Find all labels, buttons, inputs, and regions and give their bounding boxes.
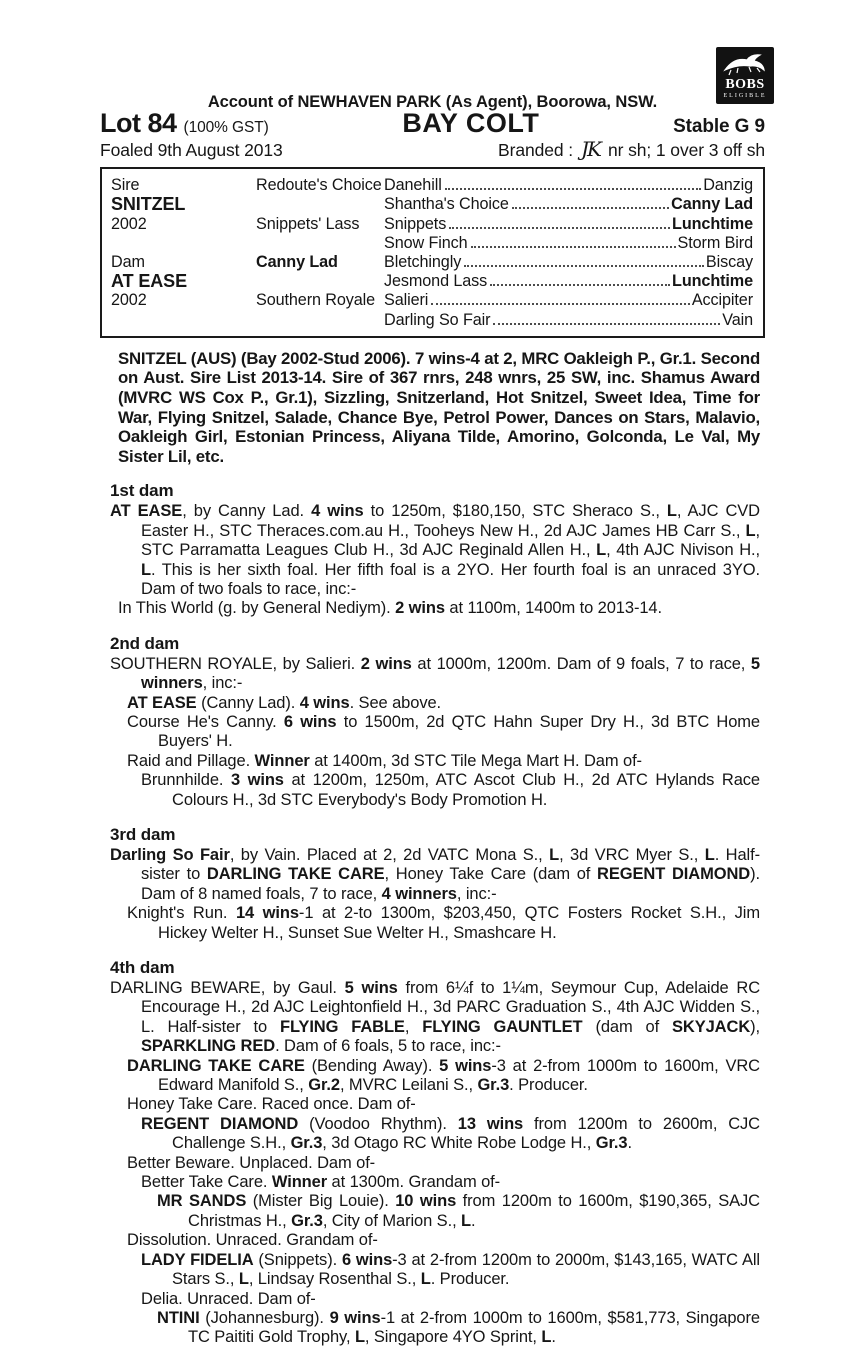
pedigree-entry	[110, 1154, 760, 1173]
emphasis-text: FLYING FABLE	[279, 1017, 405, 1036]
entry-text: . Half-sister to	[141, 845, 761, 884]
emphasis-text: Gr.2	[308, 1076, 340, 1095]
entry-text: Course He's Canny.	[127, 712, 284, 731]
great-grandparent-name: Storm Bird	[677, 233, 753, 252]
dam-section-heading: 3rd dam	[110, 824, 176, 844]
entry-text: Knight's Run.	[127, 904, 236, 923]
entry-text: at 1100m, 1400m to 2013-14.	[444, 599, 662, 618]
sire-role-label: Sire	[111, 176, 140, 195]
entry-text: (Voodoo Rhythm).	[298, 1114, 458, 1133]
sire-year: 2002	[111, 214, 147, 233]
entry-text: Honey Take Care. Raced once. Dam of-	[127, 1095, 416, 1114]
emphasis-text: 4 wins	[311, 502, 364, 521]
emphasis-text: 6 wins	[283, 712, 337, 731]
emphasis-text: L	[549, 845, 560, 864]
entry-text: at 1000m, 1200m. Dam of 9 foals, 7 to race,	[411, 654, 751, 673]
grandparent-name: Bletchingly	[384, 252, 462, 271]
dam-role-label: Dam	[111, 252, 145, 271]
grandparent-name: Shantha's Choice	[384, 195, 509, 214]
emphasis-text: L	[420, 1270, 431, 1289]
emphasis-text: L	[745, 521, 756, 540]
emphasis-text: LADY FIDELIA	[141, 1250, 254, 1269]
grandparent-row	[384, 195, 753, 214]
dam-section-2	[110, 634, 760, 810]
great-grandparent-name: Lunchtime	[672, 214, 753, 233]
emphasis-text: L	[354, 1328, 365, 1347]
entry-text: , inc:-	[202, 674, 243, 693]
pedigree-entry	[110, 771, 760, 810]
stable-number: Stable G 9	[673, 116, 765, 138]
leader-dots	[512, 207, 669, 209]
grandparent-row	[384, 176, 753, 195]
great-grandparent-name: Danzig	[703, 176, 753, 195]
emphasis-text: L	[238, 1270, 249, 1289]
pedigree-entry	[110, 752, 760, 771]
grandparent-name: Darling So Fair	[384, 310, 491, 329]
entry-text: Brunnhilde.	[141, 771, 231, 790]
great-grandparent-name: Vain	[722, 310, 753, 329]
entry-text: Dissolution. Unraced. Grandam of-	[127, 1231, 378, 1250]
dam-section-3	[110, 825, 760, 943]
grandparent-row	[384, 272, 753, 291]
entry-text: , Honey Take Care (dam of	[384, 865, 598, 884]
dam-dam: Southern Royale	[256, 291, 376, 310]
lot-number: Lot 84	[100, 108, 177, 139]
emphasis-text: L	[666, 502, 677, 521]
leader-dots	[464, 265, 704, 267]
entry-text: . Producer.	[509, 1076, 588, 1095]
leader-dots	[471, 246, 676, 248]
emphasis-text: 2 wins	[360, 654, 412, 673]
emphasis-text: L	[541, 1328, 552, 1347]
grandparent-name: Jesmond Lass	[384, 272, 488, 291]
emphasis-text: DARLING TAKE CARE	[206, 865, 385, 884]
entry-text: Better Take Care.	[141, 1173, 272, 1192]
pedigree-entry	[110, 846, 760, 904]
leader-dots	[449, 227, 670, 229]
entry-text: Delia. Unraced. Dam of-	[141, 1289, 316, 1308]
sire-dam: Snippets' Lass	[256, 214, 360, 233]
entry-text: (Bending Away).	[304, 1056, 440, 1075]
sire-sire: Redoute's Choice	[256, 176, 382, 195]
pedigree-entry	[110, 1290, 760, 1309]
gst-note: (100% GST)	[183, 119, 269, 137]
entry-text: from 1200m to 1600m, $190,365, SAJC Christmas H.,	[188, 1192, 760, 1230]
entry-text: .	[627, 1134, 632, 1153]
dam-section-entries	[110, 655, 760, 810]
grandparent-row	[384, 291, 753, 310]
pedigree-entry	[110, 979, 760, 1057]
entry-text: ),	[750, 1017, 761, 1036]
emphasis-text: 4 winners	[381, 884, 457, 903]
entry-text: from 6¼f to 1¼m, Seymour Cup, Adelaide RC Encourage H., 2d AJC Leightonfield H., 3d PARC Graduation S., 4th AJC Widden S., L. Half-sister to	[141, 979, 761, 1036]
dam-section-heading: 2nd dam	[110, 633, 180, 653]
emphasis-text: AT EASE	[127, 693, 197, 712]
entry-text: . Producer.	[430, 1270, 510, 1289]
leader-dots	[431, 303, 690, 305]
leader-dots	[490, 284, 670, 286]
grandparent-row	[384, 253, 753, 272]
pedigree-entry	[110, 502, 760, 599]
pedigree-entry	[110, 1309, 760, 1348]
dam-year: 2002	[111, 291, 147, 310]
emphasis-text: Gr.3	[595, 1134, 628, 1153]
entry-text: at 1200m, 1250m, ATC Ascot Club H., 2d ATC Hylands Race Colours H., 3d STC Everybody's Body Promotion H.	[172, 771, 761, 809]
pedigree-entry	[110, 655, 760, 694]
emphasis-text: L	[596, 541, 607, 560]
entry-text: , MVRC Leilani S.,	[339, 1076, 478, 1095]
entry-text: (Mister Big Louie).	[246, 1192, 396, 1211]
sire-name: SNITZEL	[111, 194, 186, 215]
bobs-logo-text: BOBS	[725, 77, 765, 92]
entry-text: , Lindsay Rosenthal S.,	[248, 1270, 421, 1289]
emphasis-text: L	[141, 560, 151, 579]
grandparent-name: Snippets	[384, 214, 447, 233]
emphasis-text: 4 wins	[299, 693, 350, 712]
emphasis-text: 9 wins	[329, 1308, 381, 1327]
entry-text: . See above.	[349, 693, 442, 712]
brand-location: nr sh; 1 over 3 off sh	[607, 139, 765, 160]
entry-text: , by Canny Lad.	[182, 502, 312, 521]
grandparent-name: Danehill	[384, 176, 442, 195]
entry-text: . This is her sixth foal. Her fifth foal is a 2YO. Her fourth foal is an unraced 3YO. Dam of two foals to race, inc:-	[141, 560, 760, 598]
entry-text: Raid and Pillage.	[127, 751, 255, 770]
entry-text: -1 at 2-to 1300m, $203,450, QTC Fosters Rocket S.H., Jim Hickey Welter H., Sunset Sue Welter H., Smashcare H.	[158, 904, 760, 942]
emphasis-text: L	[704, 845, 715, 864]
dam-sire: Canny Lad	[256, 252, 338, 271]
emphasis-text: 5 wins	[344, 979, 398, 997]
emphasis-text: Gr.3	[290, 1134, 323, 1153]
pedigree-entry	[110, 599, 760, 618]
entry-text: to 1500m, 2d QTC Hahn Super Dry H., 3d BTC Home Buyers' H.	[158, 712, 760, 751]
entry-text: , inc:-	[456, 884, 497, 903]
entry-text: .	[551, 1328, 556, 1347]
entry-text: Better Beware. Unplaced. Dam of-	[127, 1153, 376, 1172]
entry-text: , 3d VRC Myer S.,	[559, 845, 705, 864]
entry-text: -1 at 2-from 1000m to 1600m, $581,773, Singapore TC Paititi Gold Trophy,	[188, 1308, 760, 1347]
catalogue-content	[100, 93, 765, 1348]
emphasis-text: 14 wins	[235, 904, 299, 923]
entry-text: -3 at 2-from 1200m to 2000m, $143,165, WATC All Stars S.,	[172, 1250, 760, 1289]
entry-text: DARLING BEWARE, by Gaul.	[110, 979, 345, 997]
entry-text: SOUTHERN ROYALE, by Salieri.	[110, 654, 361, 673]
great-grandparent-name: Canny Lad	[671, 195, 753, 214]
entry-text: , 4th AJC Nivison H.,	[606, 541, 760, 560]
entry-text: from 1200m to 2600m, CJC Challenge S.H.,	[172, 1114, 760, 1153]
emphasis-text: 3 wins	[230, 771, 284, 790]
entry-text: (Canny Lad).	[196, 693, 300, 712]
leader-dots	[493, 323, 720, 325]
emphasis-text: 10 wins	[395, 1192, 457, 1211]
emphasis-text: 5 winners	[141, 654, 760, 693]
entry-text: , City of Marion S.,	[322, 1211, 462, 1230]
emphasis-text: 13 wins	[457, 1114, 524, 1133]
sire-summary-paragraph: SNITZEL (AUS) (Bay 2002-Stud 2006). 7 wins-4 at 2, MRC Oakleigh P., Gr.1. Second on Aust. Sire List 2013-14. Sire of 367 rnrs, 248 wnrs, 25 SW, inc. Shamus Award (MVRC WS Cox P., Gr.1), Sizzling, Snitzerland, Hot Snitzel, Sweet Idea, Time for War, Flying Snitzel, Salade, Chance Bye, Petrol Power, Dances on Stars, Malavio, Oakleigh Girl, Estonian Princess, Aliyana Tilde, Amorino, Golconda, Le Val, My Sister Lil, etc.	[118, 348, 760, 466]
emphasis-text: SKYJACK	[671, 1017, 751, 1036]
dam-name: AT EASE	[111, 271, 187, 292]
emphasis-text: Darling So Fair	[110, 845, 230, 864]
entry-text: . Dam of 6 foals, 5 to race, inc:-	[275, 1037, 501, 1056]
emphasis-text: L	[461, 1211, 472, 1230]
grandparent-row	[384, 234, 753, 253]
emphasis-text: 6 wins	[341, 1250, 393, 1269]
entry-text: , AJC CVD Easter H., STC Theraces.com.au H., Tooheys New H., 2d AJC James HB Carr S.,	[141, 502, 761, 540]
pedigree-entry	[110, 1173, 760, 1192]
entry-text: (Snippets).	[253, 1250, 342, 1269]
leader-dots	[445, 188, 702, 190]
horse-title: BAY COLT	[402, 108, 540, 139]
grandparent-row	[384, 311, 753, 330]
grandparent-name: Salieri	[384, 291, 429, 310]
great-grandparent-name: Biscay	[705, 252, 753, 271]
dam-section-entries	[110, 502, 760, 618]
emphasis-text: Gr.3	[477, 1076, 510, 1095]
dam-section-entries	[110, 979, 760, 1348]
bobs-logo-subtitle: ELIGIBLE	[723, 93, 767, 99]
brand-info	[498, 136, 765, 161]
entry-text: In This World (g. by General Nediym).	[118, 599, 396, 618]
great-grandparent-name: Lunchtime	[672, 272, 753, 291]
foaled-date: Foaled 9th August 2013	[100, 139, 283, 160]
emphasis-text: NTINI	[157, 1308, 200, 1327]
brand-mark-glyph: JK	[581, 136, 600, 161]
entry-text: at 1400m, 3d STC Tile Mega Mart H. Dam of-	[309, 751, 642, 770]
emphasis-text: SPARKLING RED	[141, 1037, 276, 1056]
entry-text: -3 at 2-from 1000m to 1600m, VRC Edward Manifold S.,	[158, 1056, 760, 1095]
entry-text: (Johannesburg).	[199, 1308, 330, 1327]
emphasis-text: DARLING TAKE CARE	[127, 1056, 305, 1075]
pedigree-text	[110, 349, 760, 1348]
dam-section-1	[110, 481, 760, 618]
pedigree-entry	[110, 1095, 760, 1114]
entry-text: , STC Parramatta Leagues Club H., 3d AJC Reginald Allen H.,	[141, 521, 760, 560]
grandparent-name: Snow Finch	[384, 233, 468, 252]
entry-text: ,	[404, 1017, 423, 1036]
entry-text: to 1250m, $180,150, STC Sheraco S.,	[363, 502, 667, 521]
dam-section-4	[110, 958, 760, 1348]
dam-section-heading: 4th dam	[110, 958, 175, 977]
entry-text: (dam of	[582, 1017, 672, 1036]
pedigree-entry	[110, 713, 760, 752]
emphasis-text: Winner	[271, 1173, 328, 1192]
pedigree-entry	[110, 1251, 760, 1290]
pedigree-entry	[110, 1231, 760, 1250]
great-grandparent-name: Accipiter	[691, 291, 753, 310]
emphasis-text: 5 wins	[439, 1056, 492, 1075]
pedigree-entry	[110, 1057, 760, 1096]
emphasis-text: MR SANDS	[157, 1192, 247, 1211]
emphasis-text: REGENT DIAMOND	[141, 1114, 299, 1133]
emphasis-text: 2 wins	[395, 599, 445, 618]
grandparent-row	[384, 215, 753, 234]
emphasis-text: REGENT DIAMOND	[597, 865, 751, 884]
pedigree-entry	[110, 694, 760, 713]
entry-text: .	[471, 1211, 476, 1230]
emphasis-text: Gr.3	[291, 1211, 323, 1230]
entry-text: ). Dam of 8 named foals, 7 to race,	[141, 865, 760, 903]
emphasis-text: Winner	[254, 751, 310, 770]
pedigree-entry	[110, 1115, 760, 1154]
branded-label: Branded :	[498, 139, 574, 160]
emphasis-text: FLYING GAUNTLET	[422, 1017, 583, 1036]
entry-text: at 1300m. Grandam of-	[327, 1173, 501, 1192]
pedigree-entry	[110, 1192, 760, 1231]
dam-section-entries	[110, 846, 760, 943]
lot-header-row	[100, 108, 765, 139]
dam-section-heading: 1st dam	[110, 481, 174, 501]
account-line: Account of NEWHAVEN PARK (As Agent), Boorowa, NSW.	[207, 93, 658, 111]
entry-text: , 3d Otago RC White Robe Lodge H.,	[322, 1134, 596, 1153]
emphasis-text: AT EASE	[110, 502, 183, 521]
entry-text: , by Vain. Placed at 2, 2d VATC Mona S.,	[229, 845, 550, 864]
foal-info-row	[100, 136, 765, 161]
entry-text: , Singapore 4YO Sprint,	[364, 1328, 542, 1347]
pedigree-table	[100, 167, 765, 338]
pedigree-entry	[110, 904, 760, 943]
